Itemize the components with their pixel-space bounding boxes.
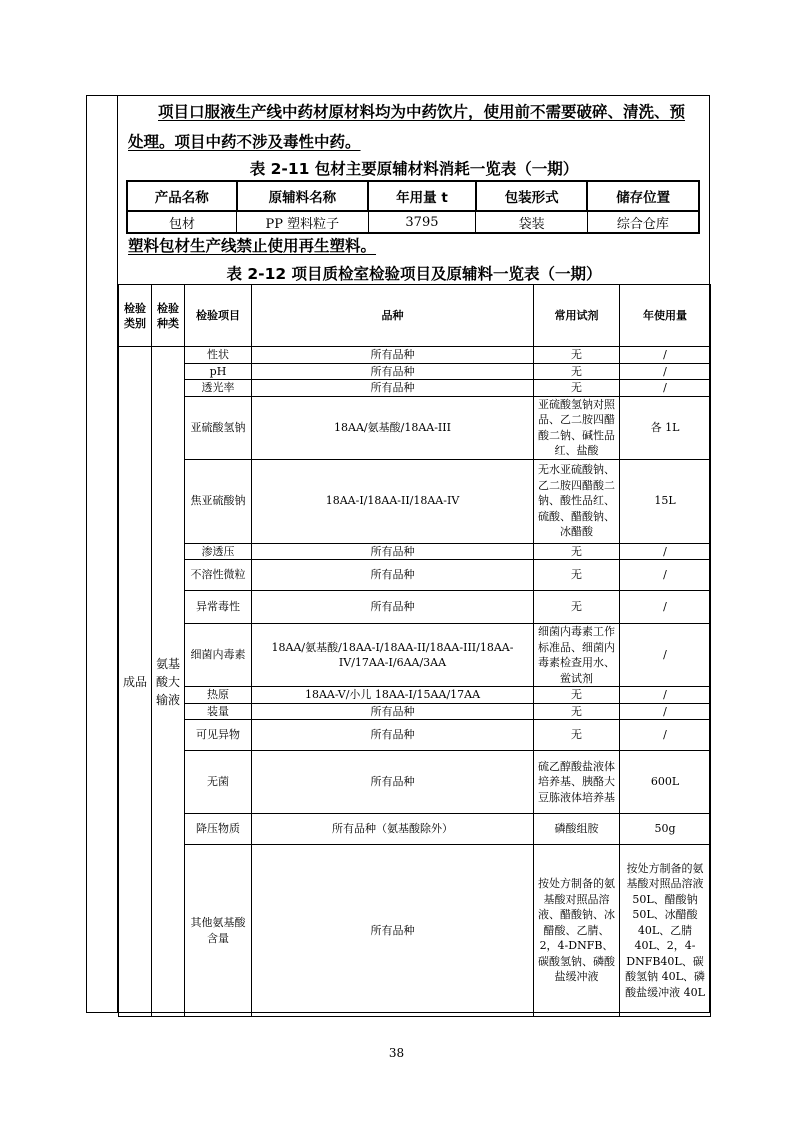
page-number: 38 xyxy=(388,1046,405,1060)
header-variety: 品种 xyxy=(252,285,534,347)
cell-amount: / xyxy=(620,687,711,704)
qc-table xyxy=(118,284,711,1017)
cell-amount: / xyxy=(620,624,711,687)
cell-variety: 所有品种 xyxy=(252,560,534,591)
cell-variety: 18AA-I/18AA-II/18AA-IV xyxy=(252,459,534,543)
cell-reagent: 无 xyxy=(534,363,620,380)
table-row xyxy=(119,751,711,814)
table-row xyxy=(119,543,711,560)
cell-reagent: 无 xyxy=(534,347,620,364)
paragraph-3: 塑料包材生产线禁止使用再生塑料。 xyxy=(128,237,377,255)
header-kind: 检验种类 xyxy=(152,285,185,347)
cell-reagent: 无 xyxy=(534,591,620,624)
table-row xyxy=(119,703,711,720)
table-row xyxy=(119,720,711,751)
cell-packaging: 袋装 xyxy=(476,211,588,233)
table-row xyxy=(119,591,711,624)
cell-item: 亚硫酸氢钠 xyxy=(185,396,252,459)
cell-material: PP 塑料粒子 xyxy=(237,211,369,233)
table-row xyxy=(119,845,711,1017)
cell-item: 渗透压 xyxy=(185,543,252,560)
table-row xyxy=(119,459,711,543)
cell-reagent: 无水亚硫酸钠、乙二胺四醋酸二钠、酸性品红、硫酸、醋酸钠、冰醋酸 xyxy=(534,459,620,543)
cell-variety: 所有品种（氨基酸除外） xyxy=(252,814,534,845)
cell-reagent: 无 xyxy=(534,687,620,704)
cell-item: 焦亚硫酸钠 xyxy=(185,459,252,543)
materials-table xyxy=(126,180,700,234)
cell-amount: / xyxy=(620,560,711,591)
cell-reagent: 硫乙醇酸盐液体培养基、胰酪大豆胨液体培养基 xyxy=(534,751,620,814)
cell-item: 细菌内毒素 xyxy=(185,624,252,687)
cell-reagent: 无 xyxy=(534,560,620,591)
cell-item: 无菌 xyxy=(185,751,252,814)
cell-storage: 综合仓库 xyxy=(587,211,699,233)
cell-reagent: 按处方制备的氨基酸对照品溶液、醋酸钠、冰醋酸、乙腈、2，4-DNFB、碳酸氢钠、磷酸盐缓冲液 xyxy=(534,845,620,1017)
cell-kind: 氨基酸大输液 xyxy=(152,347,185,1017)
cell-variety: 18AA-V/小儿 18AA-I/15AA/17AA xyxy=(252,687,534,704)
cell-variety: 所有品种 xyxy=(252,363,534,380)
header-storage: 储存位置 xyxy=(587,181,699,211)
cell-item: pH xyxy=(185,363,252,380)
header-material: 原辅料名称 xyxy=(237,181,369,211)
cell-item: 性状 xyxy=(185,347,252,364)
table-row xyxy=(119,624,711,687)
cell-amount: / xyxy=(620,591,711,624)
cell-variety: 所有品种 xyxy=(252,703,534,720)
cell-product: 包材 xyxy=(127,211,237,233)
cell-reagent: 无 xyxy=(534,543,620,560)
cell-category: 成品 xyxy=(119,347,152,1017)
cell-item: 不溶性微粒 xyxy=(185,560,252,591)
cell-variety: 所有品种 xyxy=(252,591,534,624)
cell-variety: 所有品种 xyxy=(252,347,534,364)
table-header-row xyxy=(119,285,711,347)
table-row xyxy=(119,687,711,704)
cell-variety: 18AA/氨基酸/18AA-III xyxy=(252,396,534,459)
cell-amount: 600L xyxy=(620,751,711,814)
cell-amount: 各 1L xyxy=(620,396,711,459)
cell-variety: 所有品种 xyxy=(252,720,534,751)
cell-item: 透光率 xyxy=(185,380,252,397)
table-row xyxy=(119,380,711,397)
cell-amount: / xyxy=(620,347,711,364)
table-row xyxy=(119,396,711,459)
header-product: 产品名称 xyxy=(127,181,237,211)
cell-variety: 所有品种 xyxy=(252,845,534,1017)
cell-item: 可见异物 xyxy=(185,720,252,751)
header-category: 检验类别 xyxy=(119,285,152,347)
table-row xyxy=(119,560,711,591)
table-row xyxy=(127,211,699,233)
cell-amount: 50g xyxy=(620,814,711,845)
cell-variety: 所有品种 xyxy=(252,380,534,397)
cell-amount: / xyxy=(620,543,711,560)
cell-amount: 按处方制备的氨基酸对照品溶液 50L、醋酸钠 50L、冰醋酸 40L、乙腈 40L、2，4-DNFB40L、碳酸氢钠 40L、磷酸盐缓冲液 40L xyxy=(620,845,711,1017)
cell-variety: 18AA/氨基酸/18AA-I/18AA-II/18AA-III/18AA-IV/17AA-I/6AA/3AA xyxy=(252,624,534,687)
table2-caption: 表 2-12 项目质检室检验项目及原辅料一览表（一期） xyxy=(226,265,602,283)
cell-reagent: 磷酸组胺 xyxy=(534,814,620,845)
paragraph-1: 项目口服液生产线中药材原材料均为中药饮片，使用前不需要破碎、清洗、预 xyxy=(158,103,686,121)
header-amount: 年使用量 xyxy=(620,285,711,347)
header-item: 检验项目 xyxy=(185,285,252,347)
cell-reagent: 无 xyxy=(534,703,620,720)
cell-variety: 所有品种 xyxy=(252,751,534,814)
table-row xyxy=(119,814,711,845)
cell-variety: 所有品种 xyxy=(252,543,534,560)
cell-item: 热原 xyxy=(185,687,252,704)
cell-item: 异常毒性 xyxy=(185,591,252,624)
cell-item: 降压物质 xyxy=(185,814,252,845)
cell-item: 其他氨基酸含量 xyxy=(185,845,252,1017)
cell-amount: / xyxy=(620,720,711,751)
cell-amount: 15L xyxy=(620,459,711,543)
header-reagent: 常用试剂 xyxy=(534,285,620,347)
header-packaging: 包装形式 xyxy=(476,181,588,211)
cell-annual-usage: 3795 xyxy=(368,211,476,233)
table-header-row xyxy=(127,181,699,211)
table-row xyxy=(119,363,711,380)
table-row xyxy=(119,347,711,364)
cell-reagent: 细菌内毒素工作标准品、细菌内毒素检查用水、鲎试剂 xyxy=(534,624,620,687)
table1-caption: 表 2-11 包材主要原辅材料消耗一览表（一期） xyxy=(249,160,579,178)
cell-reagent: 无 xyxy=(534,720,620,751)
paragraph-2: 处理。项目中药不涉及毒性中药。 xyxy=(128,133,361,151)
cell-amount: / xyxy=(620,380,711,397)
cell-amount: / xyxy=(620,703,711,720)
cell-reagent: 无 xyxy=(534,380,620,397)
cell-reagent: 亚硫酸氢钠对照品、乙二胺四醋酸二钠、碱性品红、盐酸 xyxy=(534,396,620,459)
cell-item: 装量 xyxy=(185,703,252,720)
cell-amount: / xyxy=(620,363,711,380)
header-annual-usage: 年用量 t xyxy=(368,181,476,211)
